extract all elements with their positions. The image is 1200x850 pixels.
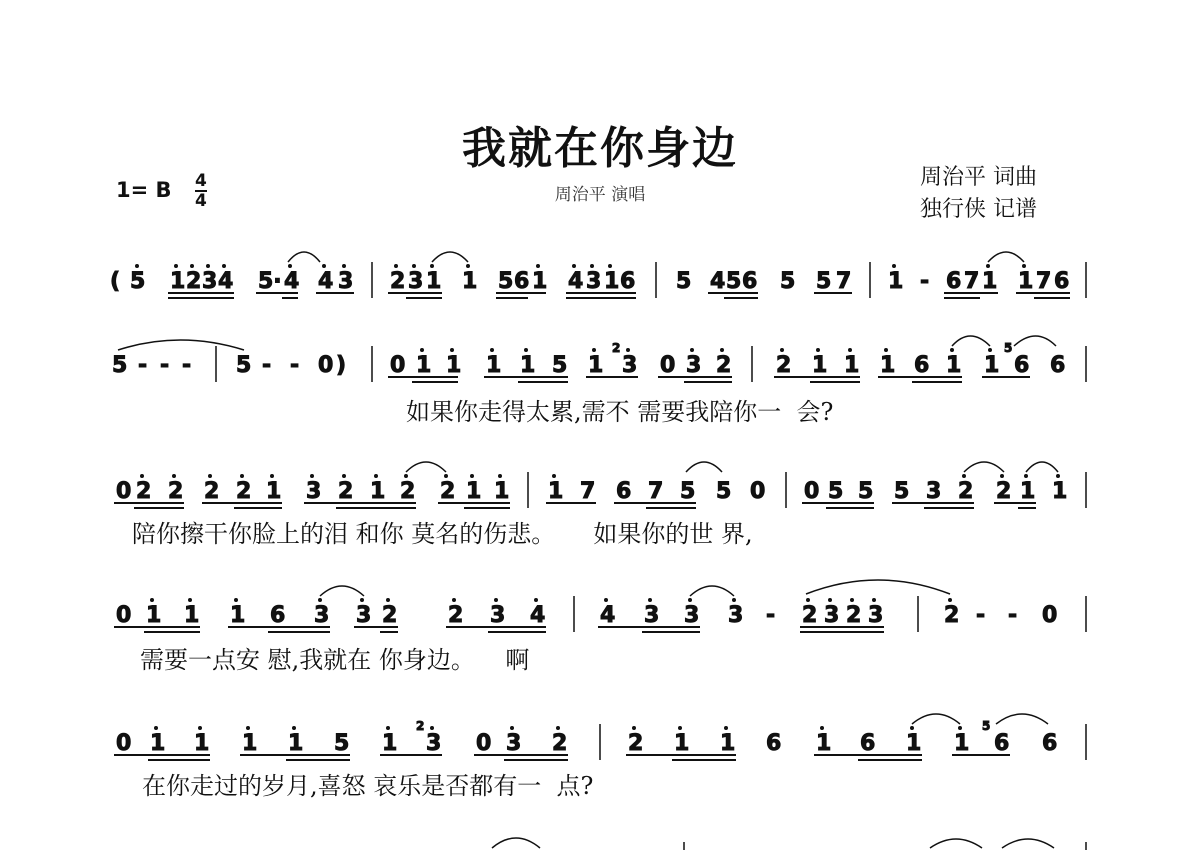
note: 5 [112, 353, 128, 378]
note: ( [110, 269, 121, 294]
note: 0 [116, 479, 132, 504]
note: 2 [338, 479, 354, 504]
note: - [262, 353, 272, 378]
staff-4 [114, 580, 1086, 632]
note: 5 [498, 269, 514, 294]
note: 2 [236, 479, 252, 504]
note: 6 [270, 603, 286, 628]
note: 1 [674, 731, 690, 756]
note: 0 [1042, 603, 1058, 628]
note: 1 [984, 353, 1000, 378]
note: 3 [506, 731, 522, 756]
note: 1 [844, 353, 860, 378]
grace-note: 5 [982, 719, 991, 733]
note: 7 [836, 269, 852, 294]
note: 1 [266, 479, 282, 504]
note: 1 [954, 731, 970, 756]
note: 3 [824, 603, 840, 628]
note: - [138, 353, 148, 378]
note: 4 [568, 269, 584, 294]
staff-5 [114, 714, 1086, 760]
note: 7 [580, 479, 596, 504]
note: 2 [628, 731, 644, 756]
note: - [766, 603, 776, 628]
note: 1 [170, 269, 186, 294]
note: 5 [716, 479, 732, 504]
note: 6 [946, 269, 962, 294]
note: 3 [306, 479, 322, 504]
note: 7 [648, 479, 664, 504]
note: 2 [958, 479, 974, 504]
key-signature: 1= B [116, 178, 172, 202]
note: 2 [136, 479, 152, 504]
note: 3 [490, 603, 506, 628]
note: 2 [802, 603, 818, 628]
note: 1 [1052, 479, 1068, 504]
note: 6 [616, 479, 632, 504]
note: 1 [604, 269, 620, 294]
note: 2 [400, 479, 416, 504]
note: 1 [382, 731, 398, 756]
grace-note: 2 [416, 719, 425, 733]
note: 1 [982, 269, 998, 294]
note: - [920, 269, 930, 294]
note: 1 [242, 731, 258, 756]
note: 5 [552, 353, 568, 378]
note: 3 [356, 603, 372, 628]
note: 6 [766, 731, 782, 756]
note: 6 [860, 731, 876, 756]
note: - [976, 603, 986, 628]
note: 1 [946, 353, 962, 378]
note: 1 [426, 269, 442, 294]
note: - [182, 353, 192, 378]
note: 5 [130, 269, 146, 294]
note: 0 [804, 479, 820, 504]
note: 1 [1018, 269, 1034, 294]
note: 1 [446, 353, 462, 378]
note: 1 [906, 731, 922, 756]
note: 4 [600, 603, 616, 628]
lyrics-line-3: 陪你擦干你脸上的泪 和你 莫名的伤悲。 如果你的世 界, [132, 520, 753, 548]
note: 5 [236, 353, 252, 378]
note: 4 [218, 269, 234, 294]
composer-credit: 周治平 词曲 [920, 165, 1037, 190]
note: 3 [622, 353, 638, 378]
note: 5 [780, 269, 796, 294]
note: 1 [494, 479, 510, 504]
lyrics-line-5: 在你走过的岁月,喜怒 哀乐是否都有一 点? [142, 772, 594, 800]
note: 6 [994, 731, 1010, 756]
grace-note: 5 [1004, 341, 1013, 355]
note: 6 [1014, 353, 1030, 378]
note: 2 [204, 479, 220, 504]
note: 3 [314, 603, 330, 628]
note: 1 [466, 479, 482, 504]
note: 5 [676, 269, 692, 294]
note: 2 [448, 603, 464, 628]
lyrics-line-2: 如果你走得太累,需不 需要我陪你一 会? [406, 398, 834, 426]
note: 2 [846, 603, 862, 628]
note: 2 [716, 353, 732, 378]
note: 2 [186, 269, 202, 294]
note: 3 [926, 479, 942, 504]
note: 6 [514, 269, 530, 294]
note: 3 [644, 603, 660, 628]
staff-3 [114, 462, 1086, 508]
note: 5 [858, 479, 874, 504]
note: 3 [202, 269, 218, 294]
note: 1 [532, 269, 548, 294]
note: 0 [116, 603, 132, 628]
note: 1 [194, 731, 210, 756]
note: 1 [816, 731, 832, 756]
note: 3 [686, 353, 702, 378]
note: 0 [750, 479, 766, 504]
note: 3 [408, 269, 424, 294]
grace-note: 2 [612, 341, 621, 355]
note: 0 [318, 353, 334, 378]
note: 1 [1020, 479, 1036, 504]
note: 1 [416, 353, 432, 378]
note: 3 [426, 731, 442, 756]
note: 6 [742, 269, 758, 294]
note: 1 [146, 603, 162, 628]
note: 6 [914, 353, 930, 378]
staff-1 [110, 252, 1086, 298]
note: 2 [168, 479, 184, 504]
note: 2 [776, 353, 792, 378]
note: 2 [382, 603, 398, 628]
note: 5 [680, 479, 696, 504]
note: 2 [390, 269, 406, 294]
note: 0 [116, 731, 132, 756]
singer-credit: 周治平 演唱 [554, 185, 646, 205]
note: 1 [588, 353, 604, 378]
note: 1 [548, 479, 564, 504]
song-title: 我就在你身边 [462, 123, 738, 174]
note: - [290, 353, 300, 378]
note: ) [336, 353, 347, 378]
note: 1 [812, 353, 828, 378]
note: 1 [880, 353, 896, 378]
note: 5 [828, 479, 844, 504]
note: 3 [868, 603, 884, 628]
note: - [1008, 603, 1018, 628]
note: 5 [894, 479, 910, 504]
note: 1 [462, 269, 478, 294]
note: 3 [684, 603, 700, 628]
note: 0 [476, 731, 492, 756]
time-signature-top: 4 [195, 171, 207, 191]
note: - [160, 353, 170, 378]
note: 2 [440, 479, 456, 504]
note: 1 [370, 479, 386, 504]
note: 1 [888, 269, 904, 294]
transcriber-credit: 独行侠 记谱 [920, 197, 1037, 222]
note: 3 [728, 603, 744, 628]
note: 2 [944, 603, 960, 628]
note: 1 [150, 731, 166, 756]
note: 6 [620, 269, 636, 294]
time-signature-bottom: 4 [195, 191, 207, 211]
note: 5 [816, 269, 832, 294]
note: 6 [1050, 353, 1066, 378]
note: 5 [726, 269, 742, 294]
note: 1 [184, 603, 200, 628]
note: 6 [1042, 731, 1058, 756]
note: 3 [338, 269, 354, 294]
note: 5 [334, 731, 350, 756]
note: 6 [1054, 269, 1070, 294]
note: 0 [390, 353, 406, 378]
staff-2 [112, 336, 1086, 382]
note: 1 [486, 353, 502, 378]
note: 4 [318, 269, 334, 294]
note: 7 [1036, 269, 1052, 294]
note: 4 [284, 269, 300, 294]
note: 4 [710, 269, 726, 294]
note: 1 [720, 731, 736, 756]
note: 1 [520, 353, 536, 378]
note: 2 [996, 479, 1012, 504]
note: 7 [964, 269, 980, 294]
note: 3 [586, 269, 602, 294]
note: 1 [230, 603, 246, 628]
lyrics-line-4: 需要一点安 慰,我就在 你身边。 啊 [140, 646, 530, 674]
note: 5· [258, 269, 282, 294]
staff-6 [492, 838, 1086, 850]
note: 2 [552, 731, 568, 756]
note: 1 [288, 731, 304, 756]
note: 4 [530, 603, 546, 628]
note: 0 [660, 353, 676, 378]
